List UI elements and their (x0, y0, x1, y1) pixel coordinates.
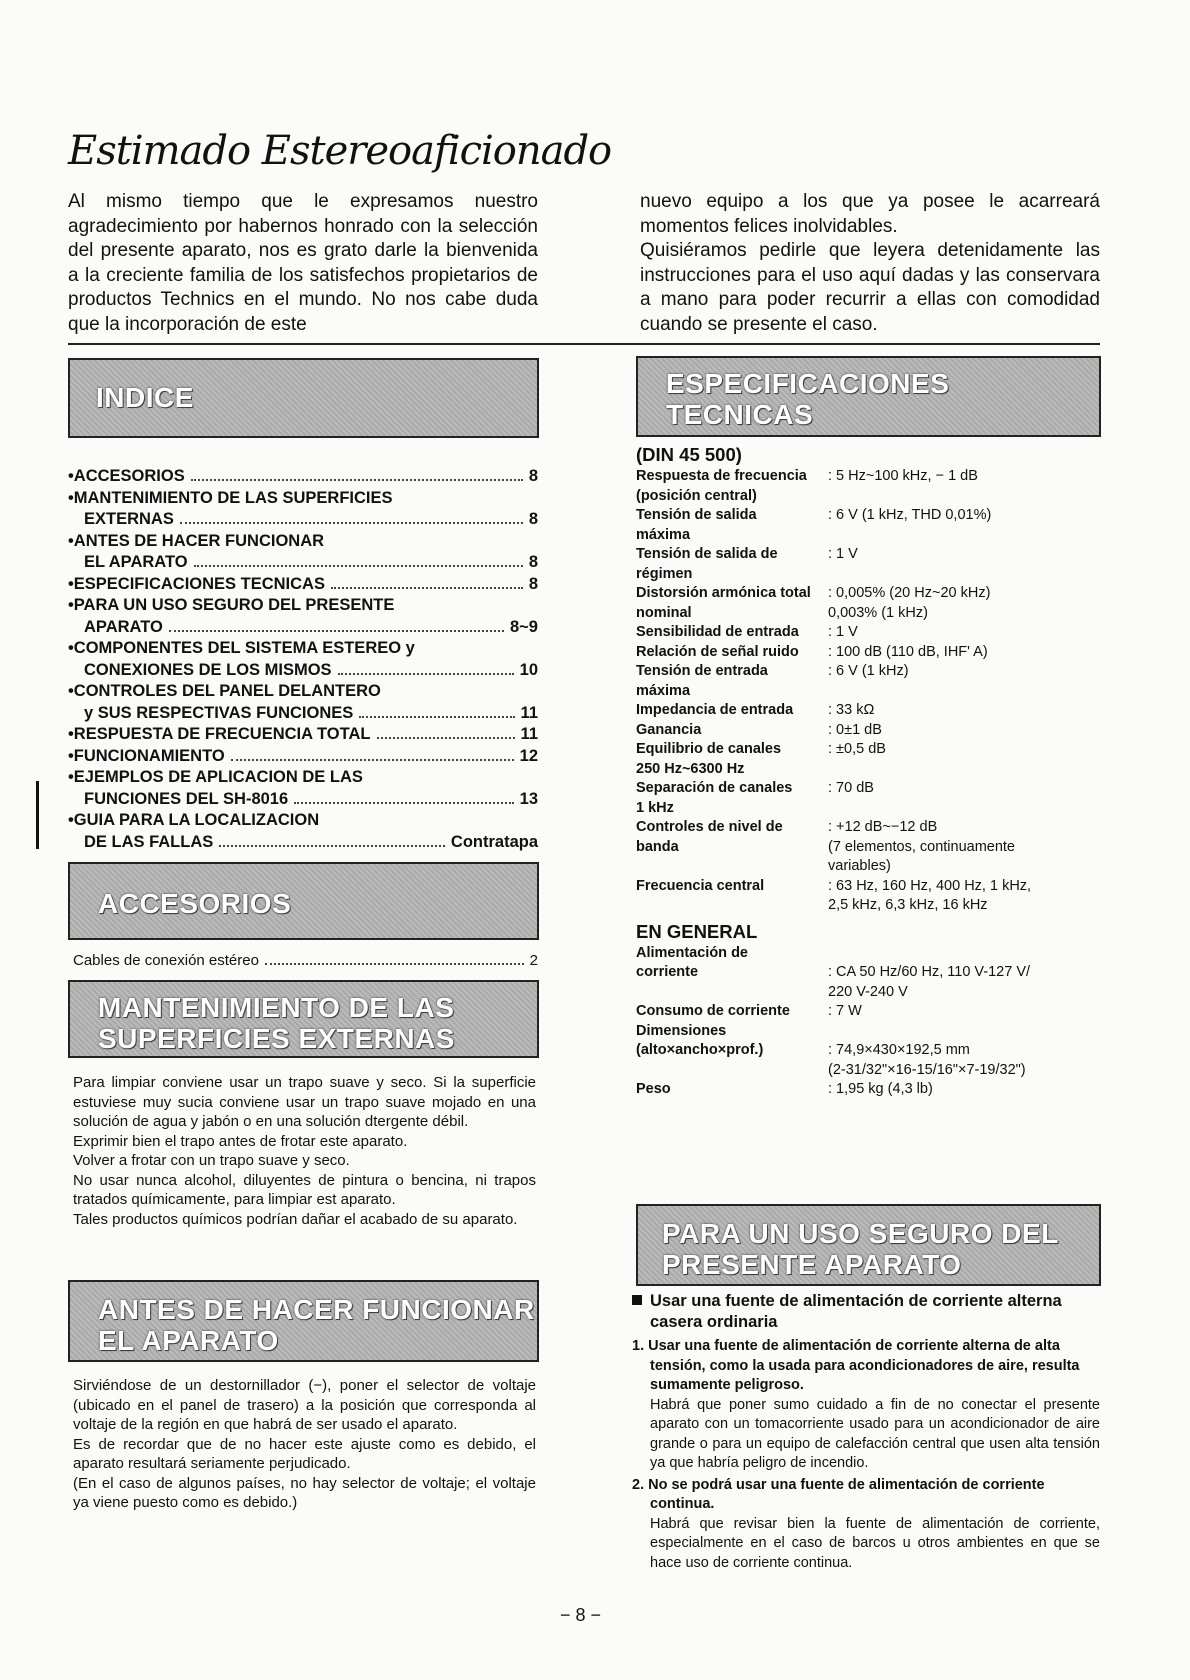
toc-entry-heading: •PARA UN USO SEGURO DEL PRESENTE (68, 596, 395, 614)
antes-p1: Sirviéndose de un destornillador (−), poner el selector de voltaje (ubicado en el panel de trasero) a la posición que corresponda al voltaje de la región en que habrá de ser usado el aparato. (73, 1377, 536, 1433)
toc-entry-heading: •GUIA PARA LA LOCALIZACION (68, 811, 320, 829)
toc-entry-page: 8~9 (510, 617, 538, 636)
toc-entry-line (68, 724, 538, 746)
toc-entry-line (68, 703, 538, 725)
toc-entry-title: •FUNCIONAMIENTO (68, 746, 225, 765)
toc-entry (68, 638, 538, 681)
spec-label: Dimensiones (alto×ancho×prof.) (636, 1022, 764, 1058)
spec-label: Relación de señal ruido (636, 643, 799, 660)
spec-value: : 0,005% (20 Hz~20 kHz) 0,003% (1 kHz) (828, 585, 991, 621)
din-standard: (DIN 45 500) (636, 444, 742, 465)
mantenimiento-p4: No usar nunca alcohol, diluyentes de pintura o bencina, ni trapos tratados químicamente, para limpiar est aparato. (73, 1171, 536, 1208)
toc-entry-heading: •ANTES DE HACER FUNCIONAR (68, 531, 325, 550)
spec-value: : CA 50 Hz/60 Hz, 110 V-127 V/ 220 V-240 V (828, 964, 1031, 1000)
spec-rows (636, 467, 1101, 916)
toc-entry-page: 8 (528, 510, 538, 528)
dot-leader (180, 522, 523, 524)
toc-entry-title: APARATO (84, 617, 163, 636)
spec-label: Distorsión armónica total nominal (636, 585, 811, 621)
square-bullet-icon (632, 1295, 642, 1305)
accesorios-title: ACCESORIOS (98, 888, 292, 919)
spec-value: : 100 dB (110 dB, IHF' A) (828, 643, 988, 660)
mantenimiento-p1: Para limpiar conviene usar un trapo suave y seco. Si la superficie estuviese muy sucia conviene usar un trapo suave mojado en una solución de agua y jabón o en una solución dtergente débil. (73, 1074, 536, 1130)
antes-banner (68, 1280, 539, 1362)
dot-leader (359, 716, 514, 718)
seguro-heading-row (632, 1291, 1100, 1333)
dot-leader (331, 587, 523, 589)
antes-body (73, 1376, 536, 1513)
toc-entry-title: EL APARATO (84, 553, 188, 571)
indice-banner (68, 358, 539, 438)
spec-row (636, 1002, 1101, 1022)
intro-left-text: Al mismo tiempo que le expresamos nuestro agradecimiento por habernos honrado con la selección del presente aparato, nos es grato darle la bienvenida a la creciente familia de los satisfechos propietarios de productos Technics en el mundo. No nos cabe duda que la incorporación de este (68, 191, 538, 335)
spec-value: : 5 Hz~100 kHz, − 1 dB (828, 468, 978, 484)
toc-entry-page: 13 (519, 789, 538, 808)
mantenimiento-body (73, 1073, 536, 1229)
toc-entry-line (68, 832, 538, 854)
toc-entry-page: 12 (519, 746, 538, 765)
spec-label: Ganancia (636, 721, 702, 738)
toc-entry (68, 531, 538, 574)
antes-p2: Es de recordar que de no hacer este ajuste como es debido, el aparato resultará seriamente perjudicado. (73, 1435, 536, 1472)
toc-entry (68, 746, 538, 768)
toc-entry-page: 8 (528, 553, 538, 571)
indice-title: INDICE (96, 382, 194, 413)
toc-entry-title: •ESPECIFICACIONES TECNICAS (68, 574, 325, 593)
spec-label: Frecuencia central (636, 877, 765, 894)
toc-entry-title: y SUS RESPECTIVAS FUNCIONES (84, 703, 354, 722)
general-title: EN GENERAL (636, 920, 758, 942)
intro-left (68, 190, 538, 337)
spec-row (636, 506, 1101, 545)
toc-entry-heading: •COMPONENTES DEL SISTEMA ESTEREO y (68, 639, 415, 657)
toc-entry-page: Contratapa (450, 832, 538, 851)
intro-right (640, 190, 1100, 337)
seguro-banner (636, 1204, 1101, 1286)
spec-value: : 1 V (828, 624, 858, 640)
spec-label: Sensibilidad de entrada (636, 624, 799, 640)
dot-leader (338, 673, 514, 675)
toc-entry-heading: •EJEMPLOS DE APLICACION DE LAS (68, 768, 363, 786)
dot-leader (169, 630, 504, 632)
spec-row (636, 779, 1101, 818)
seguro-item1-text: Habrá que poner sumo cuidado a fin de no conectar el presente aparato con un tomacorriente usado para un acondicionador de aire grande o para un equipo de calefacción central que usen alta tensión ya que habría peligro de incendio. (650, 1396, 1100, 1471)
spec-row (636, 721, 1101, 741)
spec-label: Peso (636, 1081, 671, 1097)
spec-row (636, 623, 1101, 643)
spec-label: Tensión de salida máxima (636, 507, 757, 543)
spec-row (636, 662, 1101, 701)
spec-row (636, 1022, 1101, 1081)
toc-entry-page: 10 (519, 660, 538, 679)
toc-entry-title: •RESPUESTA DE FRECUENCIA TOTAL (68, 725, 371, 743)
spec-value: : 33 kΩ (828, 702, 875, 718)
toc-entry-page: 11 (520, 725, 538, 743)
mantenimiento-p2: Exprimir bien el trapo antes de frotar este aparato. (73, 1132, 408, 1150)
spec-label: Equilibrio de canales 250 Hz~6300 Hz (636, 741, 782, 777)
toc-entry-title: EXTERNAS (84, 510, 174, 528)
spec-value: : 1,95 kg (4,3 lb) (828, 1081, 933, 1097)
spec-row (636, 584, 1101, 623)
toc-entry (68, 810, 538, 853)
accesorios-item: Cables de conexión estéreo (73, 952, 259, 969)
toc-entry-page: 11 (520, 703, 538, 722)
spec-row (636, 1080, 1101, 1100)
toc-entry-heading: •CONTROLES DEL PANEL DELANTERO (68, 682, 381, 700)
spec-row (636, 701, 1101, 721)
toc-entry-title: •ACCESORIOS (68, 467, 185, 485)
spec-label: Respuesta de frecuencia (posición central) (636, 468, 807, 504)
spec-label: Impedancia de entrada (636, 702, 794, 718)
toc-entry-title: CONEXIONES DE LOS MISMOS (84, 660, 332, 679)
toc-entry-page: 8 (528, 574, 538, 593)
accesorios-qty: 2 (529, 952, 538, 969)
spec-label: Tensión de salida de régimen (636, 546, 778, 582)
toc-entry (68, 595, 538, 638)
spec-label: Separación de canales 1 kHz (636, 780, 793, 816)
accesorios-banner (68, 862, 539, 940)
toc-entry-line (68, 574, 538, 596)
spec-value: : 74,9×430×192,5 mm (2-31/32"×16-15/16"×7-19/32") (828, 1042, 1026, 1078)
toc-entry-page: 8 (528, 467, 538, 485)
spec-value: : +12 dB~−12 dB (7 elementos, continuamente variables) (828, 819, 1015, 874)
especificaciones-banner (636, 356, 1101, 437)
spec-value: : 1 V (828, 546, 858, 562)
toc-entry-line (68, 552, 538, 574)
seguro-item2-title: 2. No se podrá usar una fuente de alimentación de corriente continua. (632, 1476, 1045, 1512)
divider-rule (68, 343, 1100, 345)
toc-entry-line (68, 466, 538, 488)
toc-entry-line (68, 509, 538, 531)
toc-entry (68, 681, 538, 724)
general-rows (636, 944, 1101, 1100)
accesorios-item-row (73, 952, 538, 969)
spec-row (636, 818, 1101, 877)
spec-row (636, 643, 1101, 663)
seguro-title: PARA UN USO SEGURO DEL PRESENTE APARATO (662, 1218, 1059, 1280)
spec-value: : 6 V (1 kHz) (828, 663, 909, 679)
seguro-item1-title: 1. Usar una fuente de alimentación de corriente alterna de alta tensión, como la usada para acondicionadores de aire, resulta sumamente peligroso. (632, 1338, 1080, 1393)
toc-entry-line (68, 789, 538, 811)
antes-title: ANTES DE HACER FUNCIONAR EL APARATO (98, 1294, 535, 1356)
toc-entry-heading: •MANTENIMIENTO DE LAS SUPERFICIES (68, 488, 393, 507)
mantenimiento-p3: Volver a frotar con un trapo suave y seco. (73, 1152, 350, 1169)
spec-label: Controles de nivel de banda (636, 819, 783, 855)
spec-value: : 0±1 dB (828, 721, 882, 738)
margin-mark (36, 781, 39, 849)
toc-entry-line (68, 746, 538, 768)
spec-value: : ±0,5 dB (828, 741, 886, 757)
page-number: − 8 − (560, 1605, 602, 1625)
dot-leader (191, 479, 523, 481)
intro-right-text-1: nuevo equipo a los que ya posee le acarreará momentos felices inolvidables. (640, 191, 1100, 237)
toc-entry (68, 466, 538, 488)
spec-row (636, 740, 1101, 779)
spec-value: : 6 V (1 kHz, THD 0,01%) (828, 507, 992, 523)
mantenimiento-title: MANTENIMIENTO DE LAS SUPERFICIES EXTERNAS (98, 992, 455, 1054)
spec-row (636, 944, 1101, 1003)
spec-row (636, 877, 1101, 916)
spec-value: : 63 Hz, 160 Hz, 400 Hz, 1 kHz, 2,5 kHz, 6,3 kHz, 16 kHz (828, 877, 1032, 913)
seguro-item2-text: Habrá que revisar bien la fuente de alimentación de corriente, especialmente en el caso de barcos u otros ambientes en que se hace uso de corriente continua. (650, 1515, 1100, 1571)
toc-entry (68, 767, 538, 810)
spec-label: Consumo de corriente (636, 1003, 790, 1019)
dot-leader (377, 737, 515, 739)
toc-entry-line (68, 617, 538, 639)
dot-leader (219, 845, 445, 847)
antes-p3: (En el caso de algunos países, no hay selector de voltaje; el voltaje ya viene puesto como es debido.) (73, 1474, 536, 1511)
mantenimiento-banner (68, 980, 539, 1058)
toc-entry-title: FUNCIONES DEL SH-8016 (84, 789, 289, 808)
spec-label: Alimentación de corriente (636, 944, 748, 980)
seguro-body (632, 1291, 1100, 1573)
intro-right-text-2: Quisiéramos pedirle que leyera detenidamente las instrucciones para el uso aquí dadas y las conservara a mano para poder recurrir a ellas con comodidad cuando se presente el caso. (640, 240, 1100, 335)
toc-entry-line (68, 660, 538, 682)
spec-row (636, 545, 1101, 584)
dot-leader (265, 963, 524, 965)
spec-value: : 70 dB (828, 780, 874, 796)
dot-leader (231, 759, 514, 761)
toc-entry (68, 488, 538, 531)
greeting-title: Estimado Estereoaficionado (68, 128, 612, 174)
toc-entry (68, 724, 538, 746)
dot-leader (194, 565, 523, 567)
table-of-contents (68, 466, 538, 853)
spec-value: : 7 W (828, 1003, 862, 1019)
seguro-heading: Usar una fuente de alimentación de corriente alterna casera ordinaria (650, 1292, 1062, 1331)
spec-label: Tensión de entrada máxima (636, 663, 768, 699)
especificaciones-title: ESPECIFICACIONES TECNICAS (666, 368, 950, 430)
spec-row (636, 467, 1101, 506)
toc-entry-title: DE LAS FALLAS (84, 832, 214, 851)
toc-entry (68, 574, 538, 596)
dot-leader (294, 802, 513, 804)
mantenimiento-p5: Tales productos químicos podrían dañar el acabado de su aparato. (73, 1210, 518, 1228)
specifications-list (636, 443, 1101, 1100)
